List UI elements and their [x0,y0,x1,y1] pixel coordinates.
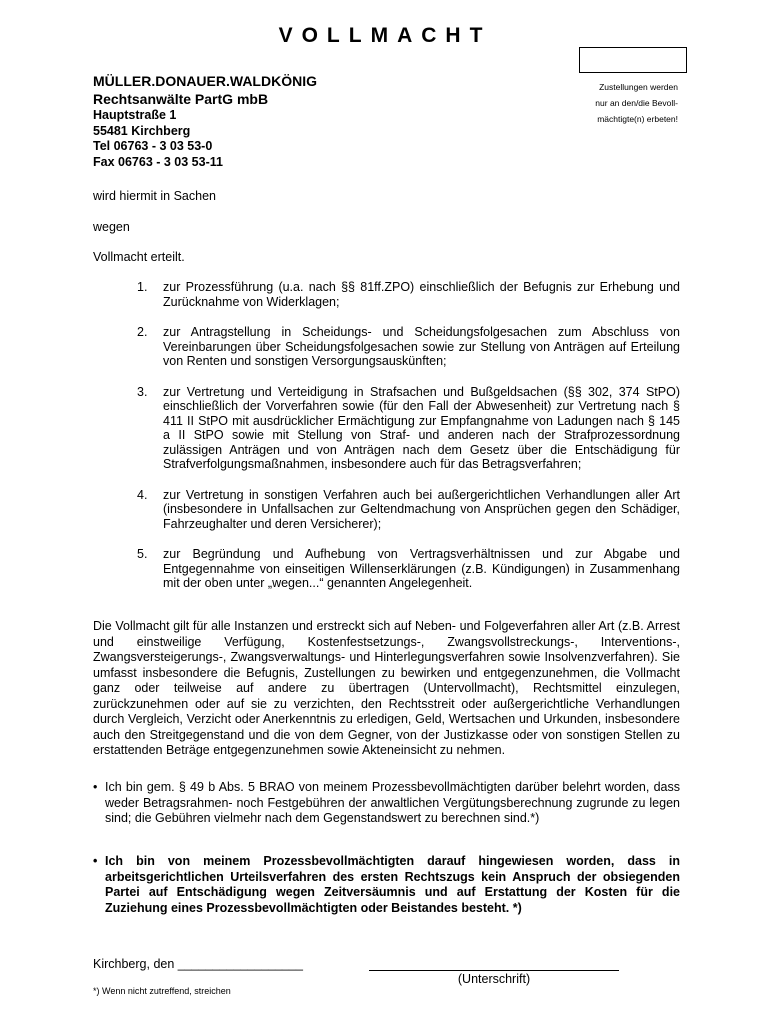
firm-type: Rechtsanwälte PartG mbB [93,91,269,107]
signature-line [369,970,619,971]
scope-paragraph: Die Vollmacht gilt für alle Instanzen und erstreckt sich auf Neben- und Folgeverfahren aller Art (z.B. Arrest und einstweilige Verfügung, Kostenfestsetzungs-, Zwangsvollstreckungs-, Interventions-, Zwangsversteigerungs-, Zwangsverwaltungs- und Hinterlegungsverfahren sowie Insolvenzverfahren). Sie umfasst insbesondere die Befugnis, Zustellungen zu bewirken und entgegenzunehmen, die Vollmacht ganz oder teilweise auf andere zu übertragen (Untervollmacht), Rechtsmittel einzulegen, zurückzunehmen oder auf sie zu verzichten, den Rechtsstreit oder außergerichtliche Verhandlungen durch Vergleich, Verzicht oder Anerkenntnis zu erledigen, Geld, Wertsachen und Urkunden, insbesondere auch den Streitgegenstand und die von dem Gegner, von der Justizkasse oder von sonstigen Stellen zu erstattenden Beträge entgegenzunehmen sowie Akteneinsicht zu nehmen. [93,619,680,757]
list-item-number: 2. [137,325,148,339]
list-item [137,325,680,369]
authority-list [137,280,680,607]
footnote: *) Wenn nicht zutreffend, streichen [93,986,231,996]
list-item-number: 5. [137,547,148,561]
bullet-text: Ich bin von meinem Prozessbevollmächtigten darauf hingewiesen worden, dass in arbeitsgerichtlichen Urteilsverfahren des ersten Rechtszugs kein Anspruch der obsiegenden Partei auf Entschädigung wegen Zeitversäumnis und auf Erstattung der Kosten für die Zuziehung eines Prozessbevollmächtigten oder Beistandes besteht. *) [105,854,680,915]
intro-erteilt: Vollmacht erteilt. [93,250,185,264]
list-item [137,547,680,591]
list-item-text: zur Vertretung und Verteidigung in Strafsachen und Bußgeldsachen (§§ 302, 374 StPO) einschließlich der Vorverfahren sowie (für den Fall der Abwesenheit) zur Vertretung nach § 411 II StPO mit ausdrücklicher Ermächtigung zur Empfangnahme von Ladungen nach § 145 a II StPO sowie mit Stellung von Straf- und anderen nach der Strafprozessordnung zulässigen Anträgen und von Anträgen nach dem Gesetz über die Entschädigung für Strafverfolgungsmaßnahmen, insbesondere auch für das Betragsverfahren; [163,384,680,471]
bullet-cost-notice [93,854,680,916]
firm-street: Hauptstraße 1 [93,108,177,122]
bullet-fee-notice [93,780,680,827]
firm-phone: Tel 06763 - 3 03 53-0 [93,139,213,153]
stamp-box [579,47,687,73]
delivery-note-line: nur an den/die Bevoll- [595,98,678,108]
firm-name: MÜLLER.DONAUER.WALDKÖNIG [93,73,317,89]
list-item-text: zur Begründung und Aufhebung von Vertragsverhältnissen und zur Abgabe und Entgegennahme von einseitigen Willenserklärungen (z.B. Kündigungen) in Zusammenhang mit der oben unter „wegen...“ genannten Angelegenheit. [163,547,680,590]
bullet-icon: • [93,780,98,794]
firm-fax: Fax 06763 - 3 03 53-11 [93,154,223,169]
bullet-icon: • [93,854,98,868]
list-item-number: 3. [137,384,148,399]
list-item-number: 1. [137,280,148,294]
list-item [137,385,680,472]
firm-city: 55481 Kirchberg [93,123,191,138]
intro-sachen: wird hiermit in Sachen [93,189,216,203]
list-item-text: zur Vertretung in sonstigen Verfahren auch bei außergerichtlichen Verhandlungen aller Art (insbesondere in Unfallsachen zur Geltendmachung von Ansprüchen gegen den Schädiger, Fahrzeughalter und deren Versicherer); [163,487,680,531]
document-title: VOLLMACHT [278,24,492,47]
list-item-number: 4. [137,487,148,502]
list-item [137,280,680,309]
place-date-field: Kirchberg, den __________________ [93,957,303,971]
signature-label: (Unterschrift) [457,972,531,986]
delivery-note-line: mächtigte(n) erbeten! [597,114,678,124]
bullet-text: Ich bin gem. § 49 b Abs. 5 BRAO von meinem Prozessbevollmächtigten darüber belehrt worden, dass weder Betragsrahmen- noch Festgebühren der anwaltlichen Vergütungsberechnung zugrunde zu legen sind; die Gebühren vielmehr nach dem Gegenstandswert zu berechnen sind.*) [105,780,680,825]
firm-letterhead [93,72,317,170]
list-item-text: zur Antragstellung in Scheidungs- und Scheidungsfolgesachen zum Abschluss von Vereinbarungen über Scheidungsfolgesachen sowie zur Stellung von Anträgen auf Erteilung von Renten und sonstigen Versorgungsauskünften; [163,325,680,368]
list-item-text: zur Prozessführung (u.a. nach §§ 81ff.ZPO) einschließlich der Befugnis zur Erhebung und Zurücknahme von Widerklagen; [163,280,680,309]
delivery-note-line: Zustellungen werden [599,82,678,92]
list-item [137,488,680,532]
intro-wegen: wegen [93,220,130,234]
delivery-note [566,79,678,127]
